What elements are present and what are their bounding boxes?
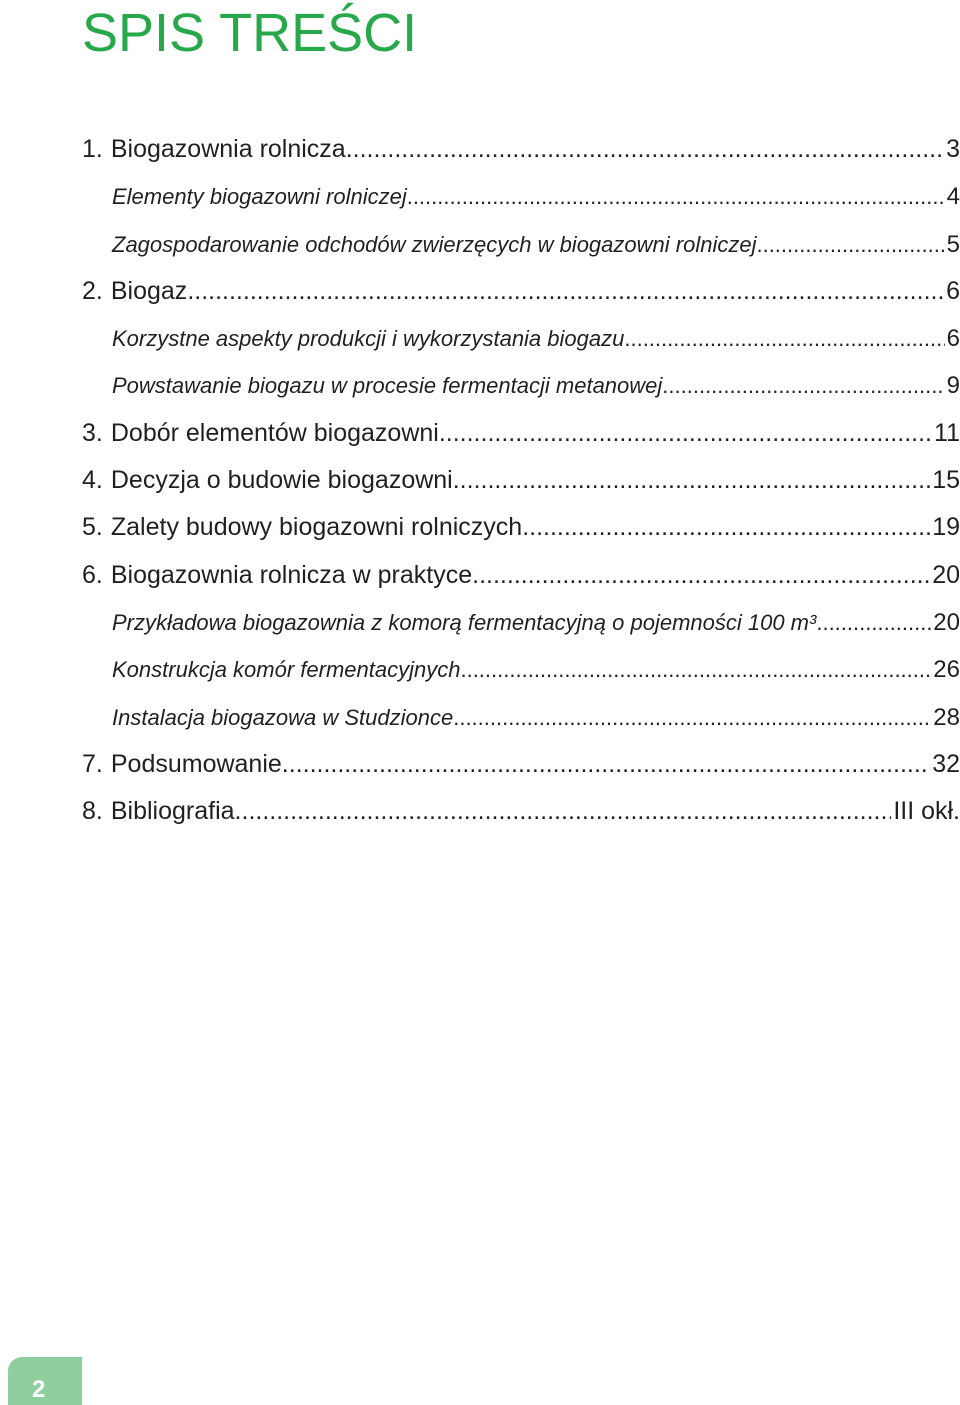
toc-chapter-number: 1. [82,135,103,163]
toc-page-number: 20 [933,608,960,636]
toc-page-number: 15 [932,466,960,495]
table-of-contents [82,126,960,835]
toc-entry-chapter-6[interactable] [82,552,960,599]
toc-dot-leader [472,552,930,599]
toc-dot-leader [460,646,931,693]
toc-entry-label: Instalacja biogazowa w Studzionce [112,704,454,730]
toc-entry-subsection[interactable] [82,599,960,646]
toc-entry-label: Elementy biogazowni rolniczej [112,184,407,210]
toc-dot-leader [453,457,930,504]
toc-entry-label: Decyzja o budowie biogazowni [110,466,453,495]
toc-dot-leader [624,315,944,362]
page-title: SPIS TREŚCI [82,3,418,63]
toc-entry-chapter-7[interactable] [82,741,960,788]
toc-entry-subsection[interactable] [82,362,960,409]
toc-page-number: III okł. [893,797,960,826]
toc-page-number: 28 [933,703,960,731]
page-number: 2 [32,1376,46,1403]
toc-page-number: 11 [934,418,960,447]
toc-chapter-number: 6. [82,560,103,589]
toc-entry-chapter-1[interactable] [82,126,960,173]
toc-dot-leader [346,126,944,173]
toc-entry-label: Biogazownia rolnicza [110,135,346,163]
toc-dot-leader [662,362,944,409]
toc-entry-subsection[interactable] [82,173,960,220]
toc-chapter-number: 2. [82,276,103,305]
toc-page-number: 20 [932,560,960,589]
toc-entry-chapter-2[interactable] [82,268,960,315]
toc-page-number: 19 [932,513,960,542]
toc-page-number: 4 [946,183,960,211]
toc-chapter-number: 4. [82,466,103,495]
toc-dot-leader [282,741,930,788]
toc-chapter-number: 8. [82,797,103,826]
toc-entry-label: Zalety budowy biogazowni rolniczych [110,513,523,542]
toc-entry-label: Powstawanie biogazu w procesie fermentacji metanowej [112,373,663,399]
toc-dot-leader [187,268,944,315]
toc-dot-leader [407,173,945,220]
toc-entry-chapter-5[interactable] [82,504,960,551]
toc-page-number: 32 [932,749,960,778]
toc-dot-leader [453,694,931,741]
toc-entry-label: Przykładowa biogazownia z komorą fermentacyjną o pojemności 100 m³ [112,609,817,635]
toc-page-number: 6 [946,325,960,353]
toc-chapter-number: 7. [82,749,103,778]
toc-chapter-number: 5. [82,513,103,542]
toc-entry-chapter-3[interactable] [82,410,960,457]
toc-dot-leader [235,788,892,835]
toc-entry-subsection[interactable] [82,315,960,362]
toc-entry-chapter-8[interactable] [82,788,960,835]
toc-dot-leader [439,410,932,457]
toc-dot-leader [756,221,944,268]
toc-entry-label: Konstrukcja komór fermentacyjnych [112,657,461,683]
toc-page-number: 26 [933,656,960,684]
toc-chapter-number: 3. [82,418,103,447]
toc-entry-label: Biogaz [110,276,188,305]
toc-entry-label: Bibliografia [110,797,235,826]
toc-page-number: 6 [946,276,960,305]
toc-dot-leader [522,504,930,551]
toc-entry-label: Dobór elementów biogazowni [110,418,439,447]
toc-entry-label: Podsumowanie [110,749,282,778]
toc-page-number: 5 [946,230,960,258]
toc-entry-subsection[interactable] [82,694,960,741]
toc-page-number: 9 [946,372,960,400]
toc-entry-label: Biogazownia rolnicza w praktyce [110,560,473,589]
toc-entry-subsection[interactable] [82,221,960,268]
toc-entry-subsection[interactable] [82,646,960,693]
toc-entry-label: Zagospodarowanie odchodów zwierzęcych w biogazowni rolniczej [112,231,757,257]
toc-dot-leader [816,599,931,646]
toc-entry-label: Korzystne aspekty produkcji i wykorzystania biogazu [112,326,625,352]
toc-page-number: 3 [946,135,960,163]
toc-entry-chapter-4[interactable] [82,457,960,504]
page-number-badge [8,1357,82,1405]
